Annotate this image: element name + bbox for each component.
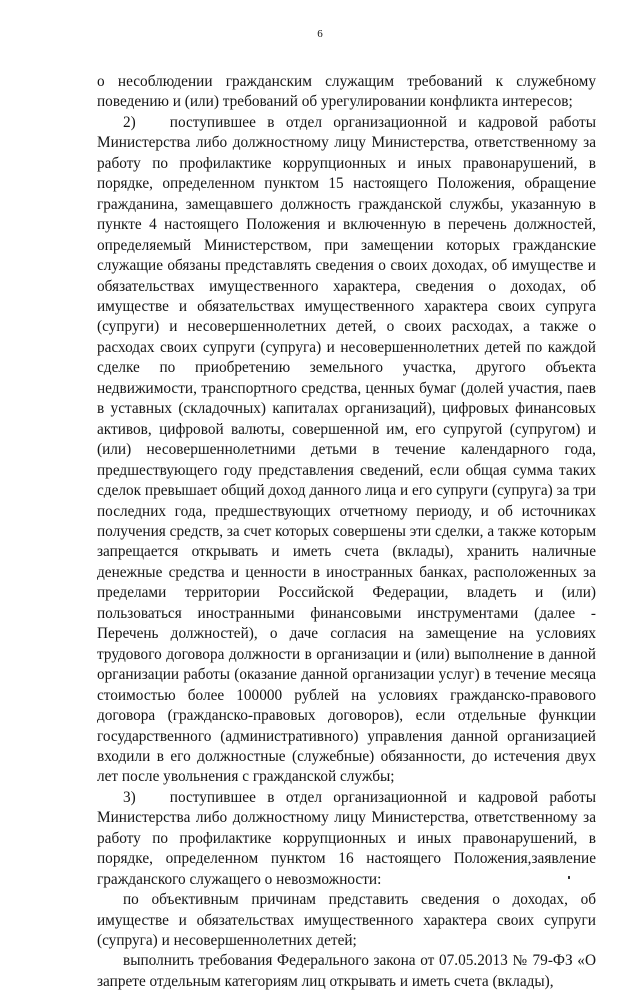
paragraph-objective-reasons: по объективным причинам представить сведения о доходах, об имуществе и обязательствах имущественного характера своих супруги (супруга) и несовершеннолетних детей; bbox=[97, 891, 596, 950]
paragraph-item-3: 3) поступившее в отдел организационной и кадровой работы Министерства либо должностному лицу Министерства, ответственному за работу по профилактике коррупционных и иных правонарушений, в порядке, определенном пунктом 16 настоящего Положения,заявление гражданского служащего о невозможности: bbox=[97, 788, 596, 888]
paragraph-federal-law-requirements: выполнить требования Федерального закона от 07.05.2013 № 79-ФЗ «О запрете отдельным категориям лиц открывать и иметь счета (вклады), bbox=[97, 952, 596, 990]
scan-speck bbox=[568, 876, 570, 879]
paragraph-conflict-of-interest-tail: о несоблюдении гражданским служащим требований к служебному поведению и (или) требований об урегулировании конфликта интересов; bbox=[97, 73, 596, 111]
paragraph-item-2: 2) поступившее в отдел организационной и кадровой работы Министерства либо должностному лицу Министерства, ответственному за работу по профилактике коррупционных и иных правонарушений, в порядке, определенном пунктом 15 настоящего Положения, обращение гражданина, замещавшего должность гражданской службы, указанную в пункте 4 настоящего Положения и включенную в перечень должностей, определяемый Министерством, при замещении которых гражданские служащие обязаны представлять сведения о своих доходах, об имуществе и обязательствах имущественного характера, сведения о доходах, об имуществе и обязательствах имущественного характера своих супруга (супруги) и несовершеннолетних детей, о своих расходах, а также о расходах своих супруги (супруга) и несовершеннолетних детей по каждой сделке по приобретению земельного участка, другого объекта недвижимости, транспортного средства, ценных бумаг (долей участия, паев в уставных (складочных) капиталах организаций), цифровых финансовых активов, цифровой валюты, совершенной им, его супругой (супругом) и (или) несовершеннолетними детьми в течение календарного года, предшествующего году представления сведений, если общая сумма таких сделок превышает общий доход данного лица и его супруги (супруга) за три последних года, предшествующих отчетному периоду, и об источниках получения средств, за счет которых совершены эти сделки, а также которым запрещается открывать и иметь счета (вклады), хранить наличные денежные средства и ценности в иностранных банках, расположенных за пределами территории Российской Федерации, владеть и (или) пользоваться иностранными финансовыми инструментами (далее - Перечень должностей), о даче согласия на замещение на условиях трудового договора должности в организации и (или) выполнение в данной организации работы (оказание данной организации услуг) в течение месяца стоимостью более 100000 рублей на условиях гражданско-правового договора (гражданско-правовых договоров), если отдельные функции государственного (административного) управления данной организацией входили в его должностные (служебные) обязанности, до истечения двух лет после увольнения с гражданской службы; bbox=[97, 113, 596, 786]
page-number: 6 bbox=[317, 28, 323, 40]
document-body bbox=[97, 72, 596, 992]
